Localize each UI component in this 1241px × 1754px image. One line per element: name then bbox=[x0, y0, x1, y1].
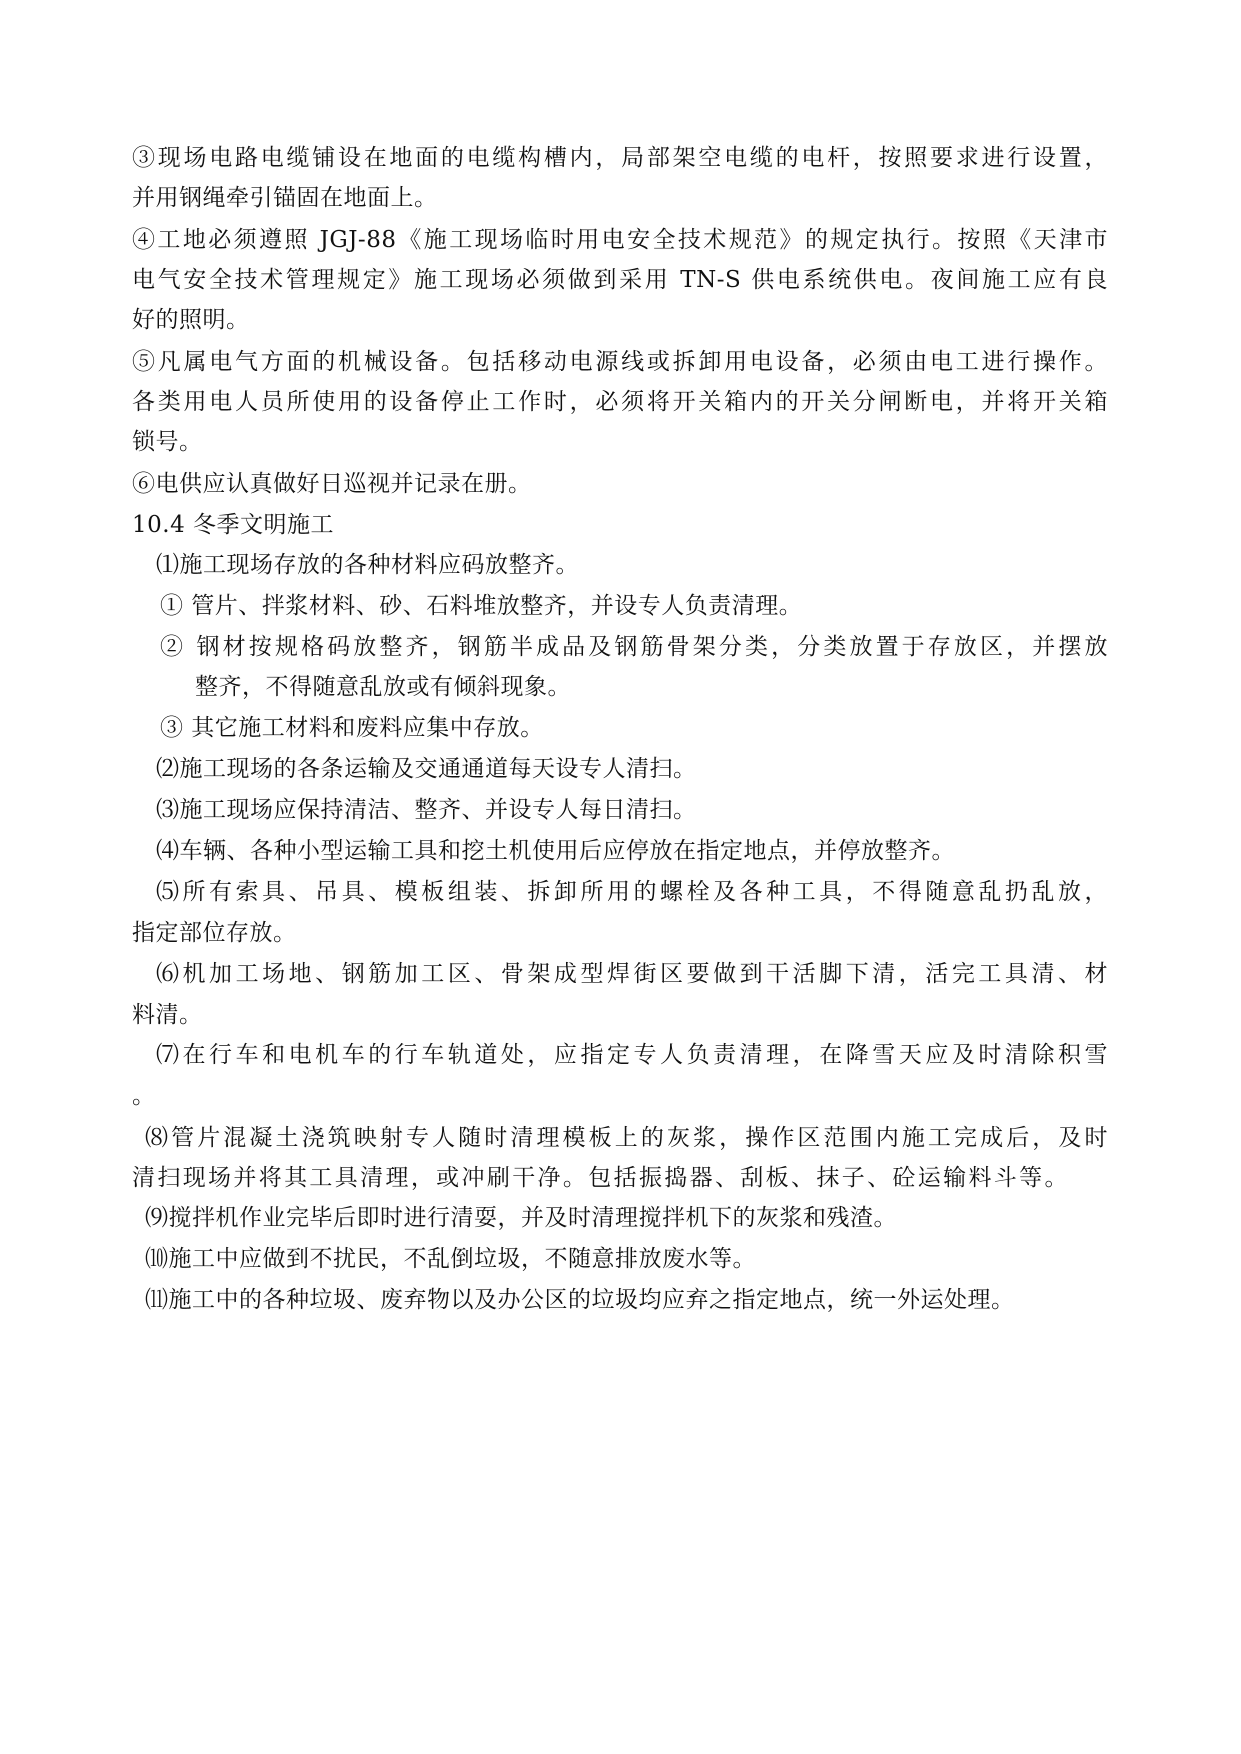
text-line-24: 。 bbox=[132, 1083, 156, 1109]
text-line-2: 并用钢绳牵引锚固在地面上。 bbox=[132, 185, 438, 211]
text-line-28: ⑽施工中应做到不扰民，不乱倒垃圾，不随意排放废水等。 bbox=[145, 1246, 756, 1272]
text-line-19: ⑸所有索具、吊具、模板组装、拆卸所用的螺栓及各种工具，不得随意乱扔乱放， bbox=[156, 879, 1108, 905]
text-line-7: 各类用电人员所使用的设备停止工作时，必须将开关箱内的开关分闸断电，并将开关箱 bbox=[132, 389, 1108, 415]
text-line-20: 指定部位存放。 bbox=[132, 920, 297, 946]
section-heading: 10.4 冬季文明施工 bbox=[132, 512, 335, 538]
text-line-18: ⑷车辆、各种小型运输工具和挖土机使用后应停放在指定地点，并停放整齐。 bbox=[156, 838, 955, 864]
text-line-22: 料清。 bbox=[132, 1002, 203, 1028]
text-line-4: 电气安全技术管理规定》施工现场必须做到采用 TN-S 供电系统供电。夜间施工应有良 bbox=[132, 267, 1108, 293]
text-line-12: ① 管片、拌浆材料、砂、石料堆放整齐，并设专人负责清理。 bbox=[160, 593, 803, 619]
text-line-15: ③ 其它施工材料和废料应集中存放。 bbox=[160, 715, 544, 741]
text-line-3: ④工地必须遵照 JGJ-88《施工现场临时用电安全技术规范》的规定执行。按照《天津市 bbox=[132, 227, 1108, 253]
text-line-14: 整齐，不得随意乱放或有倾斜现象。 bbox=[195, 674, 571, 700]
text-line-8: 锁号。 bbox=[132, 429, 203, 455]
text-line-27: ⑼搅拌机作业完毕后即时进行清耍，并及时清理搅拌机下的灰浆和残渣。 bbox=[145, 1205, 897, 1231]
text-line-5: 好的照明。 bbox=[132, 307, 250, 333]
text-line-21: ⑹机加工场地、钢筋加工区、骨架成型焊街区要做到干活脚下清，活完工具清、材 bbox=[156, 961, 1108, 987]
text-line-13: ② 钢材按规格码放整齐，钢筋半成品及钢筋骨架分类，分类放置于存放区，并摆放 bbox=[160, 634, 1108, 660]
text-line-6: ⑤凡属电气方面的机械设备。包括移动电源线或拆卸用电设备，必须由电工进行操作。 bbox=[132, 349, 1108, 375]
text-line-17: ⑶施工现场应保持清洁、整齐、并设专人每日清扫。 bbox=[156, 797, 697, 823]
text-line-26: 清扫现场并将其工具清理，或冲刷干净。包括振捣器、刮板、抹子、砼运输料斗等。 bbox=[132, 1165, 1068, 1191]
text-line-11: ⑴施工现场存放的各种材料应码放整齐。 bbox=[156, 552, 579, 578]
text-line-23: ⑺在行车和电机车的行车轨道处，应指定专人负责清理，在降雪天应及时清除积雪 bbox=[156, 1042, 1108, 1068]
text-line-29: ⑾施工中的各种垃圾、废弃物以及办公区的垃圾均应弃之指定地点，统一外运处理。 bbox=[145, 1287, 1015, 1313]
text-line-9: ⑥电供应认真做好日巡视并记录在册。 bbox=[132, 471, 532, 497]
text-line-1: ③现场电路电缆铺设在地面的电缆构槽内，局部架空电缆的电杆，按照要求进行设置， bbox=[132, 145, 1108, 171]
text-line-16: ⑵施工现场的各条运输及交通通道每天设专人清扫。 bbox=[156, 756, 697, 782]
text-line-25: ⑻管片混凝土浇筑映射专人随时清理模板上的灰浆，操作区范围内施工完成后，及时 bbox=[145, 1125, 1108, 1151]
